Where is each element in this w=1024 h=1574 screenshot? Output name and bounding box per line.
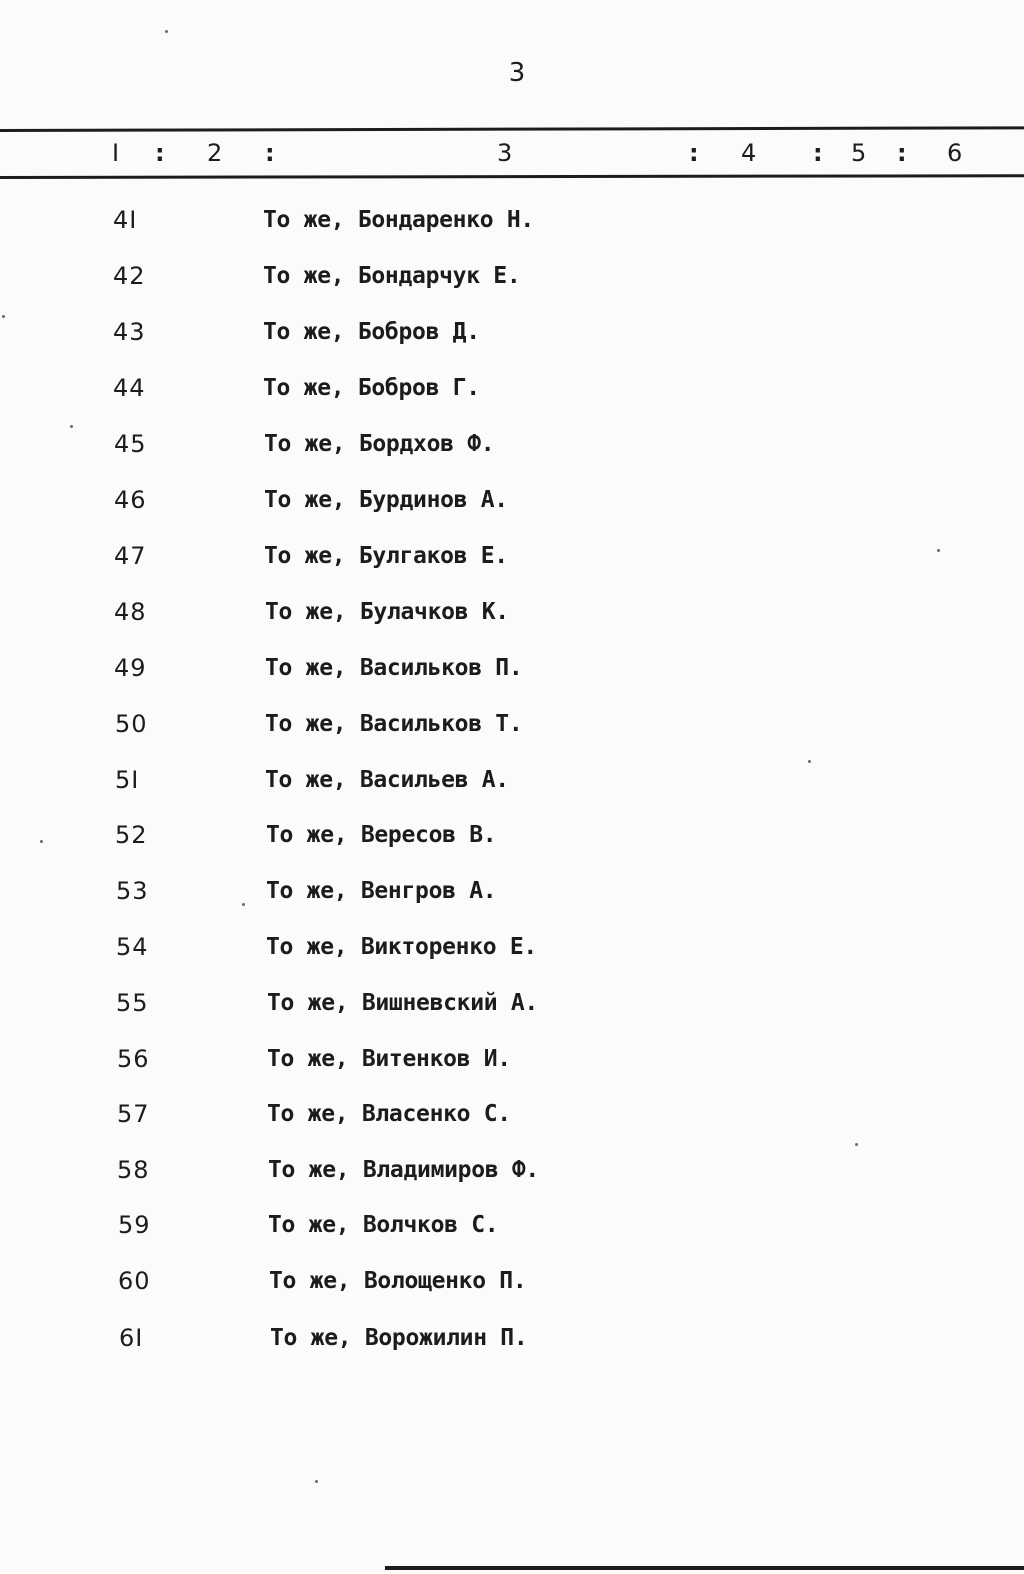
- entry-number: 44: [113, 374, 146, 402]
- entry-text: То же, Бондарчук Е.: [263, 263, 521, 289]
- scan-speck: [242, 903, 245, 906]
- list-item: [0, 315, 1024, 355]
- list-item: [0, 427, 1024, 467]
- entry-text: То же, Бондаренко Н.: [263, 207, 534, 233]
- entry-text: То же, Волчков С.: [268, 1212, 499, 1238]
- entry-number: 56: [117, 1045, 150, 1073]
- entry-number: 6I: [119, 1324, 144, 1352]
- entry-text: То же, Владимиров Ф.: [268, 1157, 539, 1183]
- entry-text: То же, Власенко С.: [267, 1101, 511, 1127]
- list-item: [0, 763, 1024, 803]
- entry-text: То же, Васильев А.: [265, 767, 509, 793]
- header-separator: :: [155, 139, 165, 167]
- list-item: [0, 483, 1024, 523]
- scan-speck: [2, 315, 5, 318]
- entry-number: 50: [115, 710, 148, 738]
- page-number: 3: [508, 58, 526, 88]
- entry-text: То же, Венгров А.: [266, 878, 497, 904]
- header-top-rule: [0, 126, 1024, 132]
- list-item: [0, 707, 1024, 747]
- entry-number: 55: [116, 989, 149, 1017]
- header-separator: :: [813, 139, 823, 167]
- header-col-4: 4: [741, 139, 757, 167]
- list-item: [0, 1264, 1024, 1304]
- list-item: [0, 1153, 1024, 1193]
- scan-speck: [315, 1480, 318, 1483]
- entry-text: То же, Волощенко П.: [269, 1268, 527, 1294]
- list-item: [0, 874, 1024, 914]
- entry-number: 57: [117, 1100, 150, 1128]
- list-item: [0, 539, 1024, 579]
- entry-text: То же, Викторенко Е.: [266, 934, 537, 960]
- header-col-1: I: [112, 139, 120, 167]
- entry-number: 4I: [113, 206, 138, 234]
- header-separator: :: [265, 139, 275, 167]
- header-bottom-rule: [0, 174, 1024, 179]
- list-item: [0, 1042, 1024, 1082]
- entry-text: То же, Вересов В.: [266, 822, 497, 848]
- header-separator: :: [897, 139, 907, 167]
- entry-number: 45: [114, 430, 147, 458]
- bottom-rule: [385, 1566, 1024, 1570]
- scan-speck: [40, 840, 43, 843]
- entry-text: То же, Бобров Д.: [263, 319, 480, 345]
- entry-number: 53: [116, 877, 149, 905]
- entry-text: То же, Вишневский А.: [267, 990, 538, 1016]
- entry-number: 42: [113, 262, 146, 290]
- entry-number: 60: [118, 1267, 151, 1295]
- entry-number: 48: [114, 598, 147, 626]
- header-col-6: 6: [947, 139, 963, 167]
- entry-text: То же, Бурдинов А.: [264, 487, 508, 513]
- list-item: [0, 595, 1024, 635]
- entry-number: 43: [113, 318, 146, 346]
- list-item: [0, 203, 1024, 243]
- entry-number: 47: [114, 542, 147, 570]
- entry-number: 52: [115, 821, 148, 849]
- list-item: [0, 651, 1024, 691]
- entry-text: То же, Витенков И.: [267, 1046, 511, 1072]
- entry-text: То же, Булгаков Е.: [264, 543, 508, 569]
- list-item: [0, 1097, 1024, 1137]
- entry-text: То же, Бобров Г.: [263, 375, 480, 401]
- scan-speck: [855, 1143, 858, 1146]
- entry-text: То же, Бордхов Ф.: [264, 431, 495, 457]
- entry-number: 46: [114, 486, 147, 514]
- list-item: [0, 818, 1024, 858]
- entry-number: 54: [116, 933, 149, 961]
- scan-speck: [70, 425, 73, 428]
- entry-text: То же, Васильков Т.: [265, 711, 523, 737]
- entry-text: То же, Булачков К.: [265, 599, 509, 625]
- entry-number: 59: [118, 1211, 151, 1239]
- list-item: [0, 259, 1024, 299]
- scan-speck: [808, 760, 811, 763]
- list-item: [0, 1208, 1024, 1248]
- list-item: [0, 986, 1024, 1026]
- list-item: [0, 1321, 1024, 1361]
- header-col-2: 2: [207, 139, 223, 167]
- entry-number: 5I: [115, 766, 140, 794]
- entry-text: То же, Ворожилин П.: [270, 1325, 528, 1351]
- entry-number: 58: [117, 1156, 150, 1184]
- entry-number: 49: [114, 654, 147, 682]
- header-separator: :: [689, 139, 699, 167]
- scan-speck: [937, 549, 940, 552]
- list-item: [0, 930, 1024, 970]
- entry-text: То же, Васильков П.: [265, 655, 523, 681]
- header-col-5: 5: [851, 139, 867, 167]
- list-item: [0, 371, 1024, 411]
- header-col-3: 3: [497, 139, 513, 167]
- scan-speck: [165, 30, 168, 33]
